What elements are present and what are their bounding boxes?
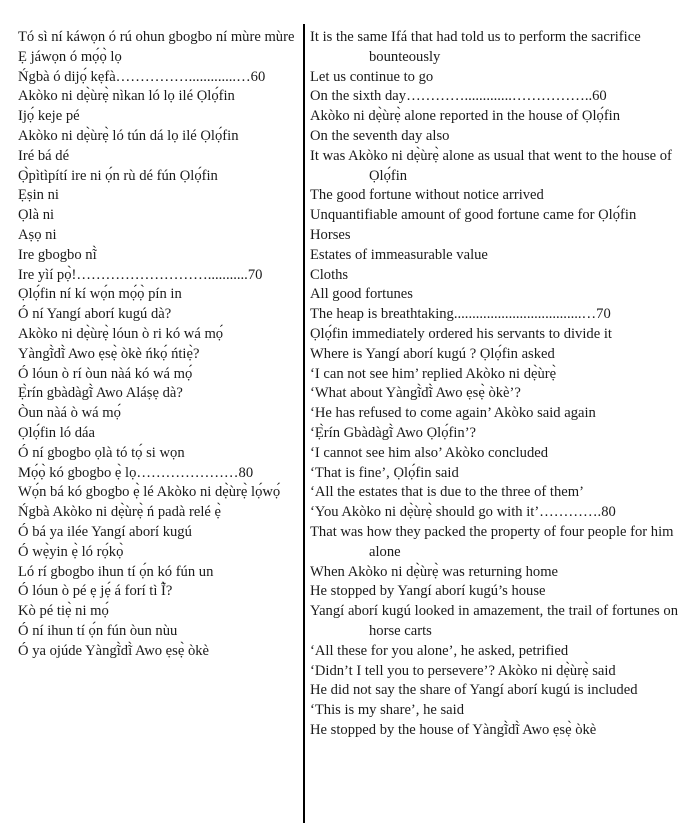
translation-line: When Akòko ni dẹ̀ùrẹ̀ was returning home: [310, 563, 559, 580]
translation-line: On the seventh day also: [310, 127, 450, 144]
verse-line: Aṣọ ni: [18, 226, 57, 243]
verse-line: Ẹṣin ni: [18, 187, 59, 204]
verse-line: Ó ya ojúde Yàngĩ̀dĩ̀ Awo ẹsẹ̀ òkè: [18, 642, 210, 659]
verse-line: Ire gbogbo nĩ̀: [18, 246, 97, 263]
verse-line: Tó sì ní káwọn ó rú ohun gbogbo ní mùre mùre: [18, 29, 295, 45]
translation-line: Estates of immeasurable value: [310, 246, 488, 263]
verse-line: Ọlọ́fin ló dáa: [18, 424, 96, 441]
translation-line: The heap is breathtaking...................................…70: [310, 306, 611, 323]
translation-line: The good fortune without notice arrived: [310, 187, 544, 204]
translation-line: Ọlọ́fin immediately ordered his servants to divide it: [310, 325, 612, 342]
verse-line: Ó wẹ̀yin ẹ̀ ló rọ́kọ̀: [18, 543, 124, 560]
verse-line: Ijọ́ keje pé: [18, 108, 80, 125]
translation-line: All good fortunes: [310, 286, 413, 303]
verse-line: Ló rí gbogbo ihun tí ọ́n kó fún un: [18, 563, 214, 580]
translation-line: That was how they packed the property of four people for him alone: [310, 523, 674, 560]
verse-line: Ńgbà ó dijọ́ kẹfà…………….............…60: [18, 68, 266, 85]
translation-line: ‘I cannot see him also’ Akòko concluded: [310, 444, 549, 461]
translation-line: He stopped by the house of Yàngĩ̀dĩ̀ Awo ẹsẹ̀ òkè: [310, 721, 597, 738]
verse-line: Ó ní Yangí aborí kugú dà?: [18, 306, 172, 323]
verse-line: Ó bá ya ilée Yangí aborí kugú: [18, 523, 192, 540]
verse-line: Akòko ni dẹ̀ùrẹ̀ nìkan ló lọ ilé Ọlọ́fin: [18, 88, 235, 105]
verse-line: Ó lóun ò pé ẹ jẹ́ á forí tì Ĩ̀?: [18, 583, 173, 600]
translation-line: Let us continue to go: [310, 68, 434, 85]
verse-line: Kò pé tiẹ̀ ni mọ́: [18, 603, 109, 620]
translation-line: It was Akòko ni dẹ̀ùrẹ̀ alone as usual that went to the house of Ọlọ́fin: [310, 147, 672, 184]
translation-line: Akòko ni dẹ̀ùrẹ̀ alone reported in the house of Ọlọ́fin: [310, 108, 621, 125]
verse-line: Yàngĩ̀dĩ̀ Awo ẹsẹ̀ òkè ńkọ́ ńtiẹ̀?: [18, 345, 200, 362]
verse-line: Òun nàá ò wá mọ́: [18, 405, 121, 422]
translation-line: ‘You Akòko ni dẹ̀ùrẹ̀ should go with it’………….80: [310, 504, 616, 521]
verse-line: Ẹ̀rín gbàdàgĩ̀ Awo Aláṣẹ dà?: [18, 385, 183, 402]
translation-line: Yangí aborí kugú looked in amazement, the trail of fortunes on horse carts: [310, 603, 678, 639]
translation-line: It is the same Ifá that had told us to perform the sacrifice bounteously: [310, 29, 641, 65]
verse-line: Akòko ni dẹ̀ùrẹ̀ lóun ò ri kó wá mọ́: [18, 325, 224, 342]
translation-line: ‘What about Yàngĩ̀dĩ̀ Awo ẹsẹ̀ òkè’?: [310, 385, 521, 402]
translation-line: He did not say the share of Yangí aborí kugú is included: [310, 682, 638, 699]
verse-line: Mọ́ọ̀ kó gbogbo ẹ̀ lọ…………………80: [18, 464, 254, 481]
verse-line: Ó ní ihun tí ọ́n fún òun nùu: [18, 622, 178, 639]
translation-line: ‘All these for you alone’, he asked, petrified: [310, 642, 569, 659]
column-divider: [303, 24, 305, 823]
translation-line: Unquantifiable amount of good fortune came for Ọlọ́fin: [310, 207, 637, 224]
verse-line: Ó ní gbogbo ọlà tó tọ́ si wọn: [18, 444, 185, 461]
verse-line: Ọlọ́fin ní kí wọ́n mọ́ọ̀ pín in: [18, 286, 182, 303]
verse-line: Iré bá dé: [18, 147, 70, 164]
verse-line: Ọ̀pìtìpítí ire ni ọ́n rù dé fún Ọlọ́fin: [18, 167, 218, 184]
translation-line: On the sixth day………….............……………..60: [310, 88, 607, 105]
translation-line: Where is Yangí aborí kugú ? Ọlọ́fin asked: [310, 345, 555, 362]
verse-line: Ńgbà Akòko ni dẹ̀ùrẹ̀ ń padà relé ẹ̀: [18, 504, 222, 521]
english-translation-column: [310, 28, 678, 741]
verse-line: Ọlà ni: [18, 207, 55, 224]
verse-line: Ó lóun ò rí òun nàá kó wá mọ́: [18, 365, 193, 382]
translation-line: ‘Ẹ̀rín Gbàdàgĩ̀ Awo Ọlọ́fin’?: [310, 424, 477, 441]
translation-line: ‘That is fine’, Ọlọ́fin said: [310, 464, 459, 481]
translation-line: ‘I can not see him’ replied Akòko ni dẹ̀ùrẹ̀: [310, 365, 557, 382]
verse-line: Ire yìí pọ̀!………………………...........70: [18, 266, 263, 283]
yoruba-verse-column: [18, 28, 300, 662]
translation-line: Cloths: [310, 266, 349, 283]
translation-line: Horses: [310, 226, 351, 243]
translation-line: He stopped by Yangí aborí kugú’s house: [310, 583, 546, 600]
verse-line: Akòko ni dẹ̀ùrẹ̀ ló tún dá lọ ilé Ọlọ́fin: [18, 127, 239, 144]
translation-line: ‘All the estates that is due to the three of them’: [310, 484, 584, 501]
verse-line: Ẹ jáwọn ó mọ́ọ̀ lọ: [18, 48, 122, 65]
translation-line: ‘This is my share’, he said: [310, 702, 465, 719]
translation-line: ‘He has refused to come again’ Akòko said again: [310, 405, 596, 422]
verse-line: Wọ́n bá kó gbogbo ẹ̀ lé Akòko ni dẹ̀ùrẹ̀ lọ́wọ́: [18, 484, 281, 501]
translation-line: ‘Didn’t I tell you to persevere’? Akòko ni dẹ̀ùrẹ̀ said: [310, 662, 616, 679]
